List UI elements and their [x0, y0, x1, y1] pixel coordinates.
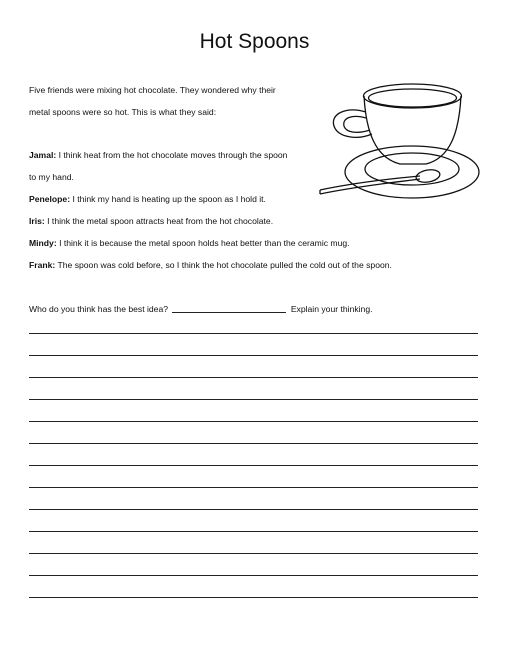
statement-text: I think it is because the metal spoon holds heat better than the ceramic mug. [56, 238, 350, 248]
speaker-name: Frank: [29, 260, 56, 270]
question [29, 303, 373, 314]
question-follow-up: Explain your thinking. [290, 304, 373, 314]
speaker-name: Penelope: [29, 194, 71, 204]
statement-penelope [29, 194, 266, 204]
statement-mindy [29, 238, 350, 248]
intro-line-1: Five friends were mixing hot chocolate. They wondered why their [29, 85, 276, 95]
speaker-name: Iris: [29, 216, 45, 226]
answer-blank[interactable] [172, 303, 286, 313]
answer-line[interactable] [29, 443, 478, 444]
answer-line[interactable] [29, 399, 478, 400]
answer-line[interactable] [29, 553, 478, 554]
answer-line[interactable] [29, 531, 478, 532]
statement-text: The spoon was cold before, so I think the hot chocolate pulled the cold out of the spoon. [55, 260, 392, 270]
question-prompt: Who do you think has the best idea? [29, 304, 169, 314]
answer-line[interactable] [29, 465, 478, 466]
intro-line-2: metal spoons were so hot. This is what they said: [29, 107, 217, 117]
answer-line[interactable] [29, 421, 478, 422]
statement-text: I think my hand is heating up the spoon as I hold it. [70, 194, 266, 204]
speaker-name: Mindy: [29, 238, 57, 248]
answer-line[interactable] [29, 487, 478, 488]
statement-text: I think the metal spoon attracts heat from the hot chocolate. [44, 216, 274, 226]
speaker-name: Jamal: [29, 150, 57, 160]
statement-iris [29, 216, 273, 226]
statement-text: I think heat from the hot chocolate moves through the spoon [56, 150, 288, 160]
statement-frank [29, 260, 392, 270]
page-title: Hot Spoons [199, 30, 310, 53]
statement-jamal-continued: to my hand. [29, 172, 74, 182]
answer-line[interactable] [29, 377, 478, 378]
answer-line[interactable] [29, 575, 478, 576]
statement-jamal [29, 150, 287, 160]
answer-line[interactable] [29, 509, 478, 510]
answer-line[interactable] [29, 597, 478, 598]
answer-line[interactable] [29, 355, 478, 356]
teacup-with-spoon-icon [318, 78, 482, 200]
answer-line[interactable] [29, 333, 478, 334]
